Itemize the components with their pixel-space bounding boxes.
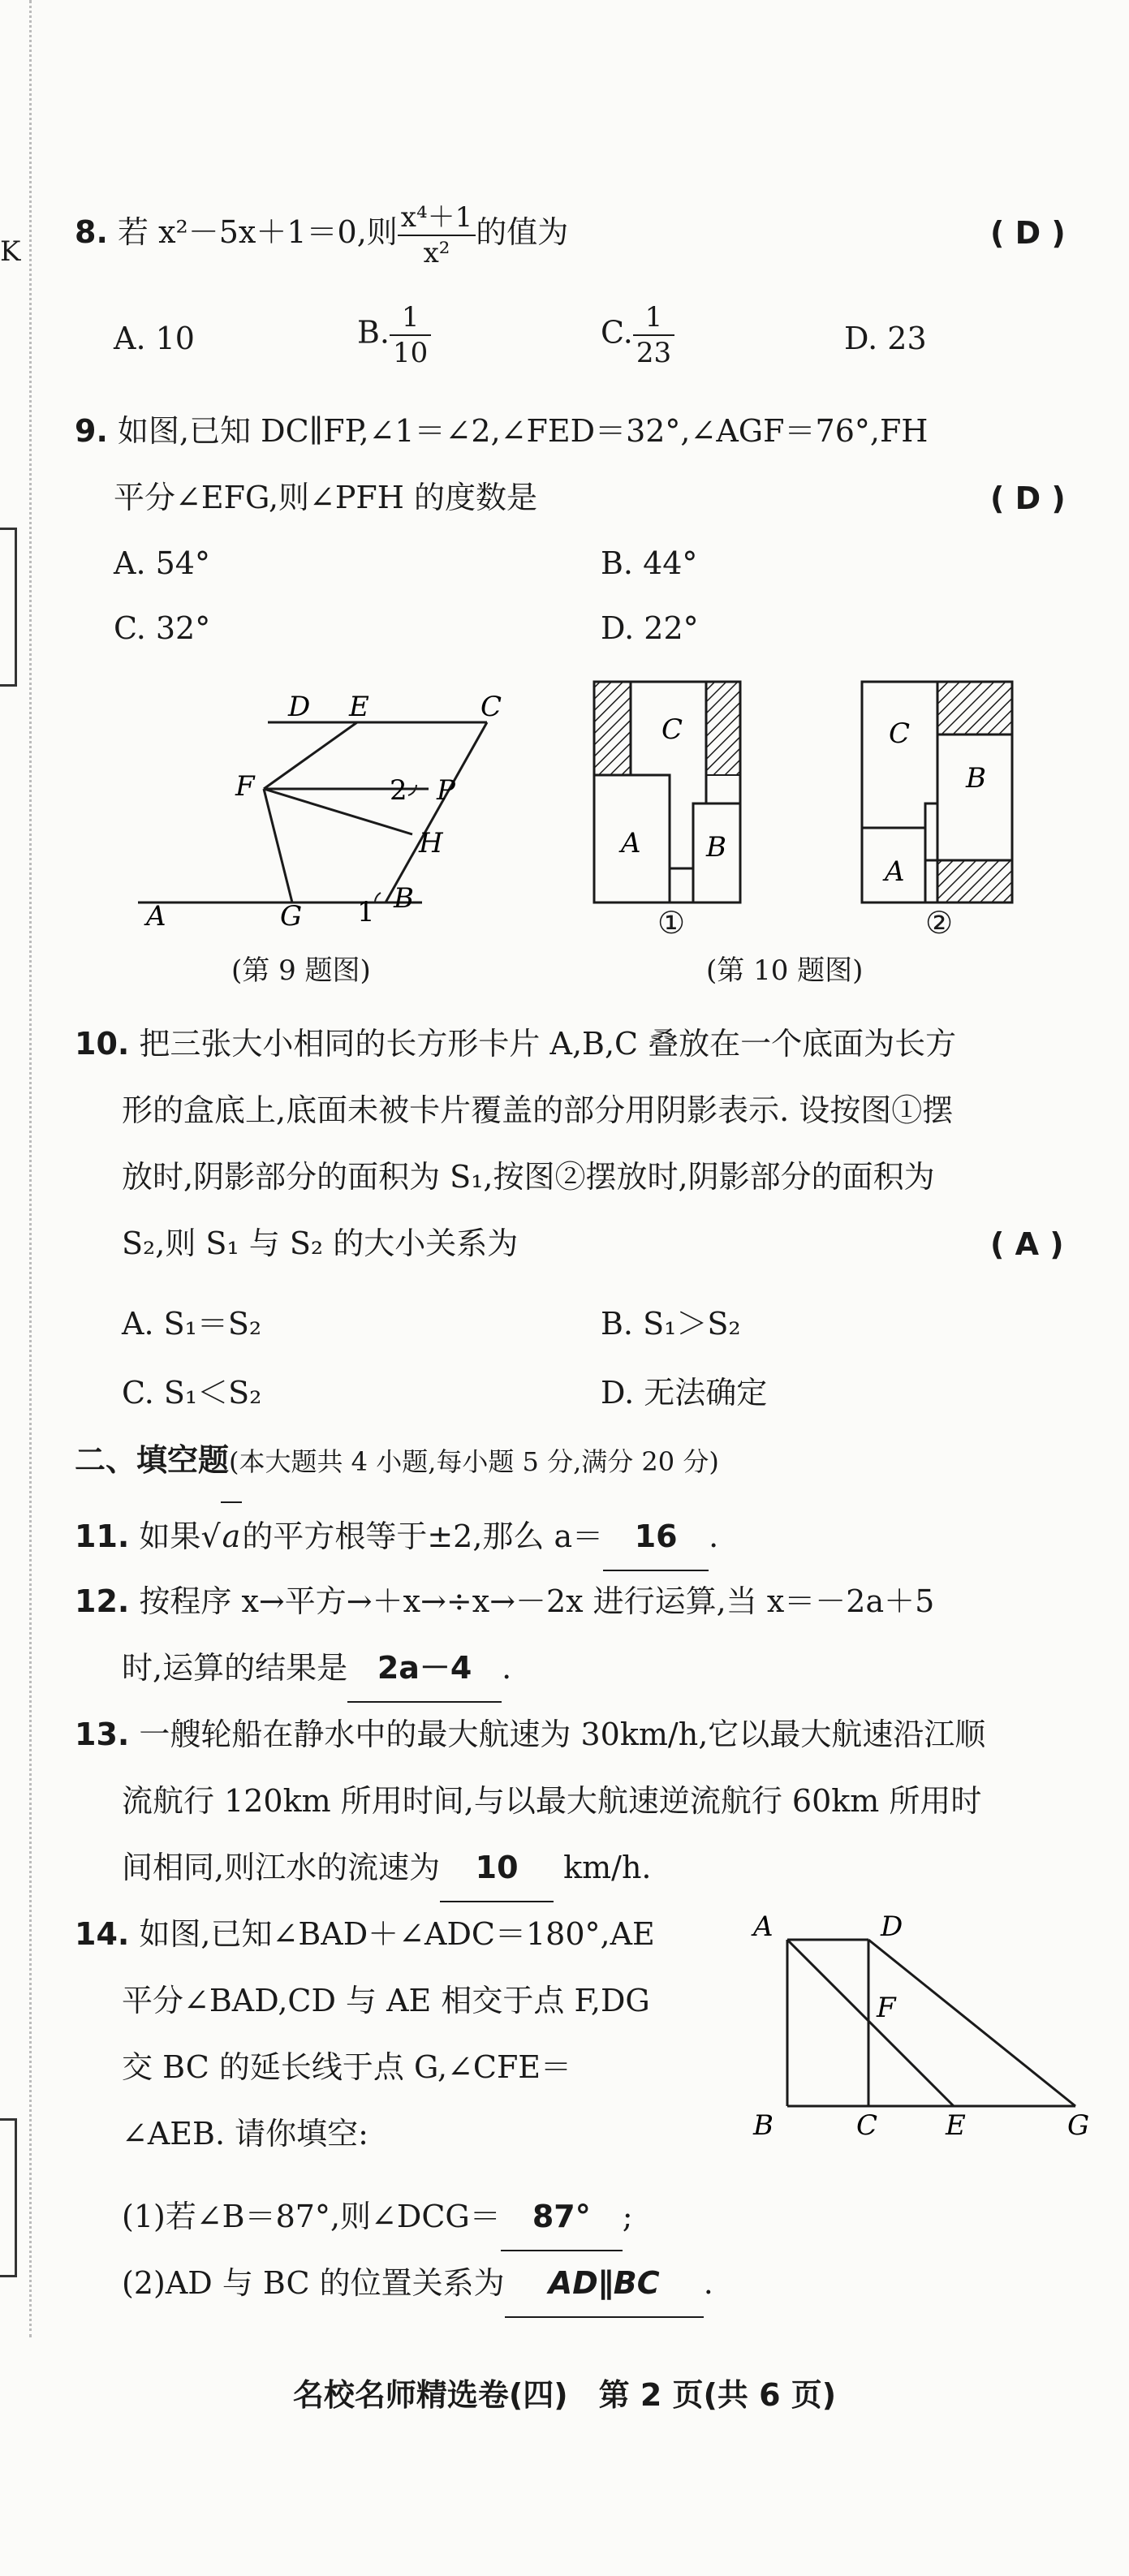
question-text: (2)AD 与 BC 的位置关系为	[122, 2265, 505, 2301]
question-number: 10.	[75, 1026, 130, 1062]
page-footer: 名校名师精选卷(四) 第 2 页(共 6 页)	[292, 2377, 837, 2413]
fig1-label-b: B	[706, 831, 726, 864]
label-angle-2: 2	[390, 774, 407, 807]
fraction-denominator: 10	[393, 337, 429, 369]
label-c: C	[856, 2109, 878, 2139]
question-text-end: .	[703, 2265, 713, 2301]
option-b: B. S₁＞S₂	[601, 1306, 741, 1342]
fig1-mark: ①	[657, 905, 686, 941]
caption-q10: (第 10 题图)	[706, 954, 864, 987]
fraction-denominator: 23	[636, 337, 672, 369]
question-10-line2: 形的盒底上,底面未被卡片覆盖的部分用阴影表示. 设按图①摆	[122, 1092, 954, 1128]
answer-blank-12: 2a－4	[347, 1635, 502, 1703]
section-note: (本大题共 4 小题,每小题 5 分,满分 20 分)	[229, 1446, 719, 1477]
fig1-label-a: A	[621, 827, 641, 859]
question-10-line4: S₂,则 S₁ 与 S₂ 的大小关系为	[122, 1226, 519, 1261]
fraction-numerator: x⁴＋1	[398, 200, 476, 236]
label-g: G	[280, 900, 303, 933]
question-number: 11.	[75, 1518, 130, 1554]
fraction	[398, 200, 476, 270]
question-text-end: 的值为	[476, 214, 569, 250]
question-number: 12.	[75, 1583, 130, 1619]
label-b: B	[753, 2109, 773, 2139]
fig2-label-c: C	[889, 717, 911, 750]
question-text: 时,运算的结果是	[122, 1650, 348, 1686]
section-title: 二、填空题	[75, 1442, 230, 1478]
fig2-label-b: B	[966, 762, 986, 795]
question-10-line3: 放时,阴影部分的面积为 S₁,按图②摆放时,阴影部分的面积为	[122, 1159, 935, 1195]
answer-blank-13: 10	[440, 1834, 554, 1902]
label-c: C	[480, 691, 502, 723]
answer-8: ( D )	[990, 215, 1066, 251]
fraction	[633, 300, 674, 370]
edge-box-bottom	[0, 2118, 17, 2277]
label-h: H	[419, 827, 443, 859]
option-c	[601, 300, 674, 370]
question-text: 若 x²－5x＋1＝0,则	[117, 214, 398, 250]
option-d: D. 无法确定	[601, 1375, 768, 1411]
edge-box-top	[0, 528, 17, 687]
question-13-line3	[122, 1834, 652, 1902]
question-text-line1: 如图,已知∠BAD＋∠ADC＝180°,AE	[139, 1916, 655, 1952]
question-text-end: .	[709, 1518, 719, 1554]
fig2-mark: ②	[925, 905, 954, 941]
label-d: D	[881, 1911, 903, 1943]
fraction	[390, 300, 431, 370]
question-text-end: .	[502, 1650, 512, 1686]
question-text-line1: 按程序 x→平方→＋x→÷x→－2x 进行运算,当 x＝－2a＋5	[139, 1583, 935, 1619]
question-text: (1)若∠B＝87°,则∠DCG＝	[122, 2199, 501, 2234]
label-d: D	[288, 691, 311, 723]
question-14-sub2	[122, 2250, 713, 2318]
question-text-mid: 的平方根等于±2,那么 a＝	[242, 1518, 604, 1554]
label-e: E	[349, 691, 369, 723]
fig1-label-c: C	[661, 713, 683, 746]
label-a: A	[753, 1911, 773, 1943]
fraction-numerator: 1	[633, 300, 674, 336]
option-c: C. 32°	[114, 610, 211, 646]
edge-letter: K	[0, 235, 21, 268]
question-text-line1: 如图,已知 DC∥FP,∠1＝∠2,∠FED＝32°,∠AGF＝76°,FH	[117, 413, 929, 449]
label-f: F	[877, 1992, 896, 2024]
label-e: E	[946, 2109, 966, 2139]
label-a: A	[146, 900, 166, 933]
fig2-label-a: A	[885, 855, 905, 888]
question-text: 间相同,则江水的流速为	[122, 1850, 441, 1885]
caption-q9: (第 9 题图)	[231, 954, 371, 987]
label-f: F	[235, 770, 255, 803]
question-8	[75, 199, 568, 270]
question-10	[75, 1010, 956, 1077]
option-a: A. S₁＝S₂	[122, 1306, 262, 1342]
label-g: G	[1067, 2109, 1090, 2139]
sqrt-radicand: a	[221, 1501, 243, 1570]
figure-q14	[747, 1911, 1104, 2139]
label-p: P	[437, 774, 455, 807]
option-label: C.	[601, 314, 633, 351]
question-number: 14.	[75, 1916, 130, 1952]
question-9-line2: 平分∠EFG,则∠PFH 的度数是	[114, 480, 538, 515]
question-9	[75, 398, 928, 464]
question-text-line1: 把三张大小相同的长方形卡片 A,B,C 叠放在一个底面为长方	[139, 1026, 957, 1062]
option-c: C. S₁＜S₂	[122, 1375, 262, 1411]
option-a: A. 54°	[114, 545, 210, 581]
answer-blank-14-1: 87°	[501, 2183, 623, 2251]
question-text-end: ;	[622, 2199, 633, 2234]
question-12-line2	[122, 1635, 511, 1703]
question-text-end: km/h.	[563, 1850, 652, 1885]
answer-9: ( D )	[990, 480, 1066, 516]
question-number: 9.	[75, 413, 108, 449]
fraction-denominator: x²	[423, 236, 450, 269]
question-13-line2: 流航行 120km 所用时间,与以最大航速逆流航行 60km 所用时	[122, 1783, 982, 1819]
answer-blank-11: 16	[603, 1503, 709, 1571]
question-14-line4: ∠AEB. 请你填空:	[122, 2116, 368, 2152]
figure-q10-2	[852, 674, 1023, 909]
question-number: 8.	[75, 214, 108, 250]
answer-blank-14-2: AD∥BC	[505, 2250, 704, 2318]
figure-q10-1	[584, 674, 747, 909]
fraction-numerator: 1	[390, 300, 431, 336]
option-d: D. 22°	[601, 610, 699, 646]
binding-margin-line	[29, 0, 32, 2337]
question-14-line2: 平分∠BAD,CD 与 AE 相交于点 F,DG	[122, 1983, 650, 2018]
question-text-line1: 一艘轮船在静水中的最大航速为 30km/h,它以最大航速沿江顺	[139, 1717, 986, 1752]
label-angle-1: 1	[357, 896, 375, 928]
option-b: B. 44°	[601, 545, 698, 581]
answer-10: ( A )	[990, 1226, 1064, 1262]
question-14	[75, 1901, 655, 1967]
question-14-sub1	[122, 2183, 633, 2251]
option-b	[357, 300, 431, 370]
question-number: 13.	[75, 1717, 130, 1752]
option-a: A. 10	[114, 321, 195, 356]
section-2-header	[75, 1435, 719, 1480]
question-12	[75, 1568, 934, 1635]
question-14-line3: 交 BC 的延长线于点 G,∠CFE＝	[122, 2049, 572, 2085]
label-b: B	[394, 882, 414, 915]
question-13	[75, 1701, 985, 1768]
question-11: 11. 如果√a的平方根等于±2,那么 a＝ 16 .	[75, 1501, 718, 1571]
option-d: D. 23	[844, 321, 927, 356]
option-label: B.	[357, 314, 390, 351]
question-text: 如果	[139, 1518, 201, 1554]
figure-q9	[130, 690, 511, 941]
